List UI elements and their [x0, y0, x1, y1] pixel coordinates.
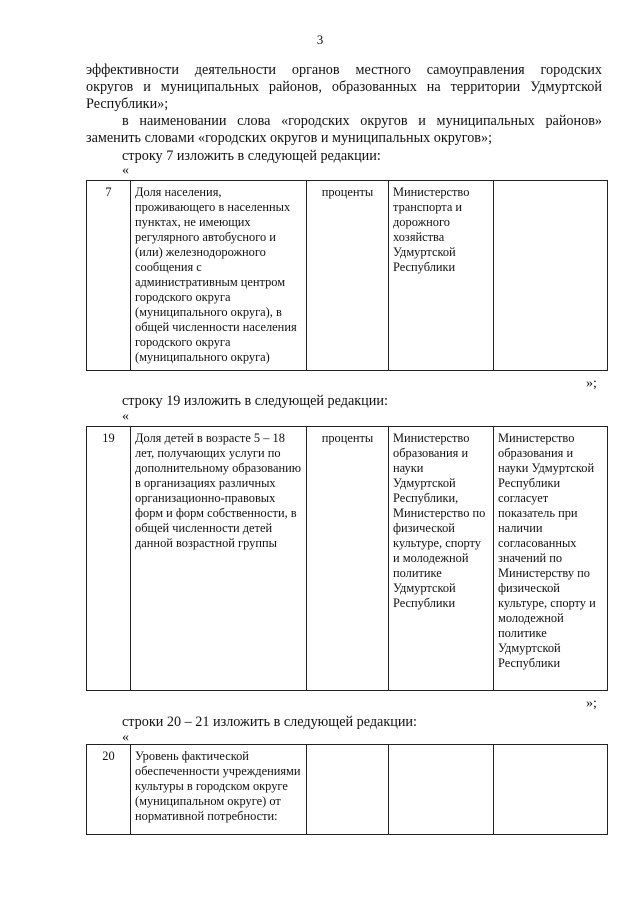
close-mark-19: »; [586, 696, 597, 711]
instruction-row-19: строку 19 изложить в следующей редакции: [122, 393, 388, 409]
row-19-agreement: Министерство образования и науки Удмуртской Республики согласует показатель при наличии согласованных значений по Министерству по физической культуре, спорту и молодежной политике Удмуртской Республики [494, 427, 608, 691]
close-mark-7: »; [586, 376, 597, 391]
intro-line-2: округов и муниципальных районов, образованных на территории Удмуртской [86, 79, 602, 95]
row-19-responsible: Министерство образования и науки Удмуртской Республики, Министерство по физической культуре, спорту и молодежной политике Удмуртской Республики [389, 427, 494, 691]
page-number: 3 [316, 32, 324, 47]
open-quote-7: « [122, 163, 129, 178]
row-20-responsible [389, 745, 494, 835]
table-row-20 [86, 744, 608, 835]
intro-line-1: эффективности деятельности органов местного самоуправления городских [86, 62, 602, 78]
change-line-2: заменить словами «городских округов и муниципальных округов»; [86, 130, 493, 146]
change-line-1: в наименовании слова «городских округов и муниципальных районов» [122, 113, 602, 129]
table-row-7 [86, 180, 608, 371]
row-20-number: 20 [87, 745, 131, 835]
row-19-indicator: Доля детей в возрасте 5 – 18 лет, получающих услуги по дополнительному образованию в организациях различных организационно-правовых форм и форм собственности, в общей численности детей данной возрастной группы [131, 427, 307, 691]
instruction-row-7: строку 7 изложить в следующей редакции: [122, 148, 381, 164]
open-quote-20: « [122, 730, 129, 745]
row-7-indicator: Доля населения, проживающего в населенных пунктах, не имеющих регулярного автобусного и (или) железнодорожного сообщения с административным центром городского округа (муниципального округа), в общей численности населения городского округа (муниципального округа) [131, 181, 307, 371]
open-quote-19: « [122, 409, 129, 424]
row-20-agreement [494, 745, 608, 835]
row-19-unit: проценты [307, 427, 389, 691]
row-20-indicator: Уровень фактической обеспеченности учреждениями культуры в городском округе (муниципальном округе) от нормативной потребности: [131, 745, 307, 835]
row-7-agreement [494, 181, 608, 371]
row-7-responsible: Министерство транспорта и дорожного хозяйства Удмуртской Республики [389, 181, 494, 371]
table-row-19 [86, 426, 608, 691]
row-19-number: 19 [87, 427, 131, 691]
row-20-unit [307, 745, 389, 835]
intro-line-3: Республики»; [86, 96, 169, 112]
instruction-rows-20-21: строки 20 – 21 изложить в следующей редакции: [122, 714, 417, 730]
row-7-unit: проценты [307, 181, 389, 371]
row-7-number: 7 [87, 181, 131, 371]
